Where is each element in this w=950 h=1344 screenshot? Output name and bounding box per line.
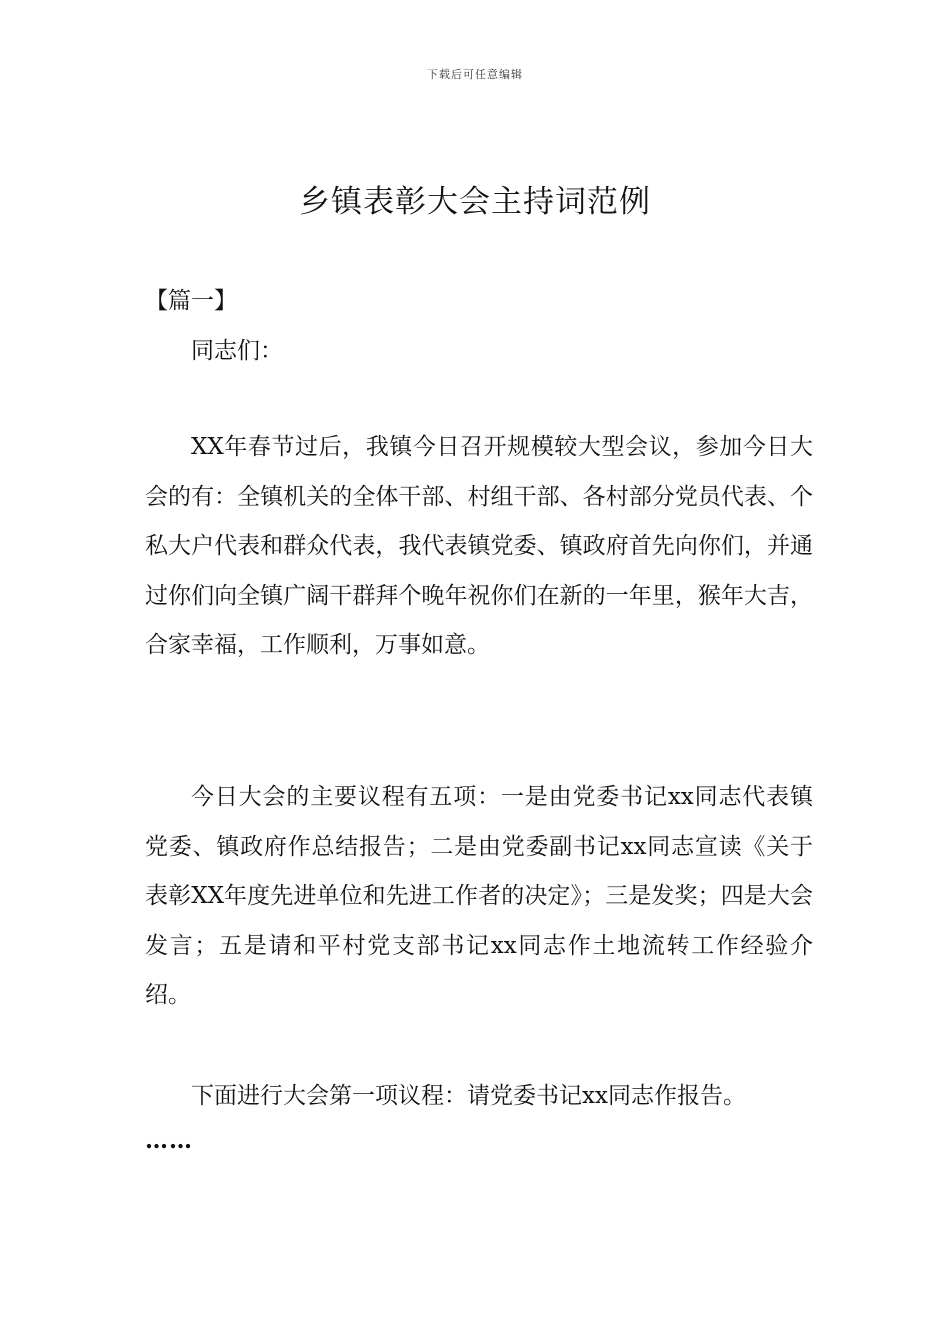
- paragraph-3-block: [145, 1072, 813, 1160]
- greeting-block: [145, 327, 813, 377]
- paragraph-1-block: [145, 423, 813, 671]
- section-label: 【篇一】: [145, 288, 237, 314]
- paragraph-3: 下面进行大会第一项议程：请党委书记xx同志作报告。: [191, 1083, 746, 1109]
- paragraph-1: XX年春节过后，我镇今日召开规模较大型会议，参加今日大会的有：全镇机关的全体干部、村组干部、各村部分党员代表、个私大户代表和群众代表，我代表镇党委、镇政府首先向你们，并通过你们向全镇广阔干群拜个晚年祝你们在新的一年里，猴年大吉，合家幸福，工作顺利，万事如意。: [145, 434, 813, 658]
- ellipsis-mark: ……: [145, 1126, 193, 1154]
- header-note: 下载后可任意编辑: [427, 68, 523, 81]
- paragraph-2: 今日大会的主要议程有五项：一是由党委书记xx同志代表镇党委、镇政府作总结报告；二是由党委副书记xx同志宣读《关于表彰XX年度先进单位和先进工作者的决定》；三是发奖；四是大会发言；五是请和平村党支部书记xx同志作土地流转工作经验介绍。: [145, 784, 813, 1008]
- paragraph-2-block: [145, 773, 813, 1021]
- greeting-text: 同志们：: [191, 338, 283, 364]
- document-title: 乡镇表彰大会主持词范例: [299, 184, 651, 220]
